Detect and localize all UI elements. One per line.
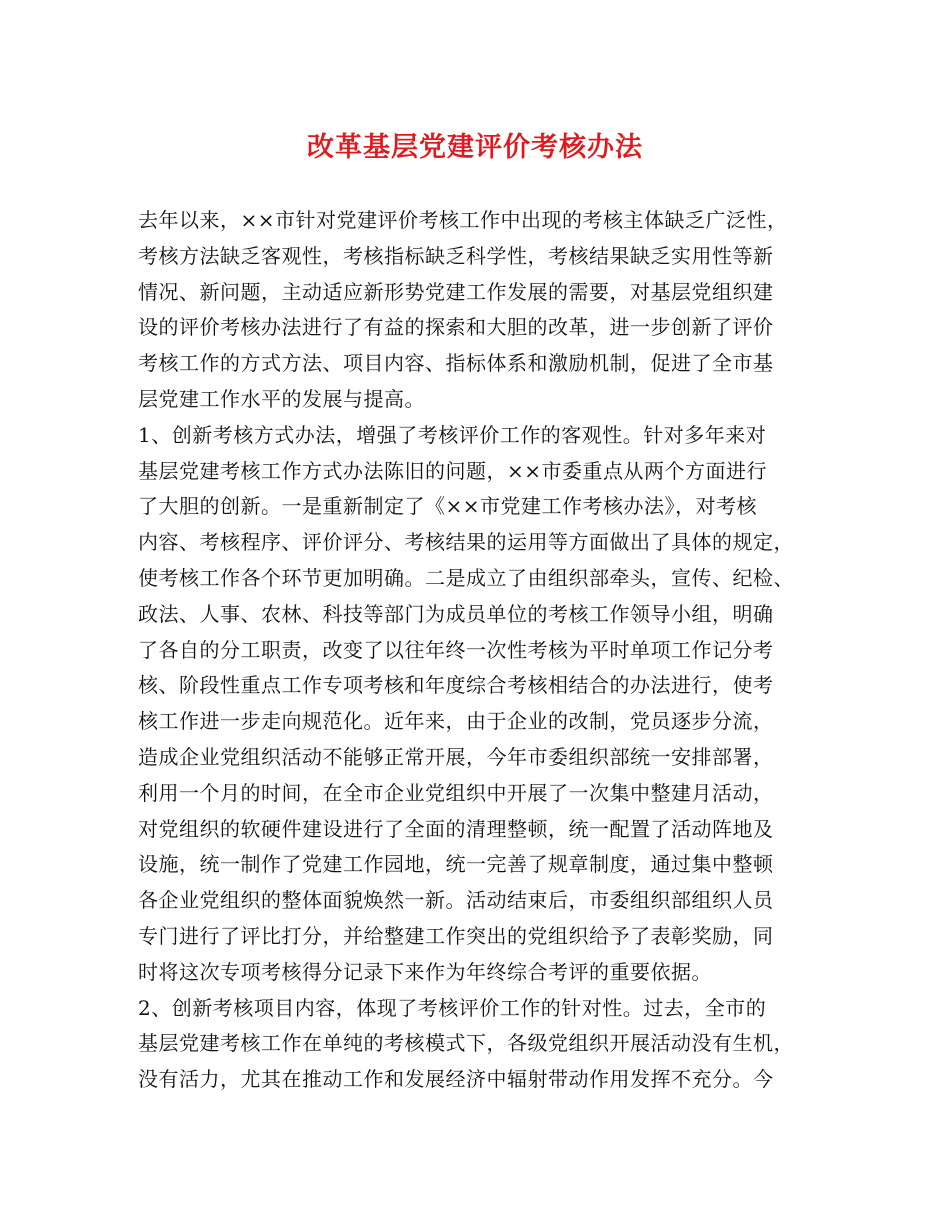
body-line: 了大胆的创新。一是重新制定了《××市党建工作考核办法》，对考核 [138,494,758,519]
body-line: 了各自的分工职责，改变了以往年终一次性考核为平时单项工作记分考 [138,637,774,662]
body-line: 去年以来，××市针对党建评价考核工作中出现的考核主体缺乏广泛性， [138,208,788,232]
body-line: 考核工作的方式方法、项目内容、指标体系和激励机制，促进了全市基 [138,351,774,376]
body-line: 时将这次专项考核得分记录下来作为年终综合考评的重要依据。 [138,959,712,984]
body-line: 1、创新考核方式办法，增强了考核评价工作的客观性。针对多年来对 [138,422,767,447]
body-line: 政法、人事、农林、科技等部门为成员单位的考核工作领导小组，明确 [138,601,774,626]
body-line: 专门进行了评比打分，并给整建工作突出的党组织给予了表彰奖励，同 [138,923,774,948]
body-line: 各企业党组织的整体面貌焕然一新。活动结束后，市委组织部组织人员 [138,888,774,913]
body-line: 2、创新考核项目内容，体现了考核评价工作的针对性。过去，全市的 [138,995,767,1020]
body-line: 基层党建考核工作在单纯的考核模式下，各级党组织开展活动没有生机， [138,1031,794,1056]
body-line: 基层党建考核工作方式办法陈旧的问题，××市委重点从两个方面进行 [138,458,768,483]
body-line: 层党建工作水平的发展与提高。 [138,386,425,411]
document-body [138,203,814,1098]
body-line: 内容、考核程序、评价评分、考核结果的运用等方面做出了具体的规定， [138,530,794,555]
body-line: 设施，统一制作了党建工作园地，统一完善了规章制度，通过集中整顿 [138,852,774,877]
body-line: 情况、新问题，主动适应新形势党建工作发展的需要，对基层党组织建 [138,279,774,304]
document-title: 改革基层党建评价考核办法 [307,132,643,163]
body-line: 核工作进一步走向规范化。近年来，由于企业的改制，党员逐步分流， [138,709,774,734]
body-line: 没有活力，尤其在推动工作和发展经济中辐射带动作用发挥不充分。今 [138,1067,774,1092]
body-line: 对党组织的软硬件建设进行了全面的清理整顿，统一配置了活动阵地及 [138,816,774,841]
body-line: 利用一个月的时间，在全市企业党组织中开展了一次集中整建月活动， [138,780,774,805]
body-line: 设的评价考核办法进行了有益的探索和大胆的改革，进一步创新了评价 [138,315,774,340]
body-line: 核、阶段性重点工作专项考核和年度综合考核相结合的办法进行，使考 [138,673,774,698]
body-line: 造成企业党组织活动不能够正常开展，今年市委组织部统一安排部署， [138,744,774,769]
body-line: 考核方法缺乏客观性，考核指标缺乏科学性，考核结果缺乏实用性等新 [138,243,774,268]
body-line: 使考核工作各个环节更加明确。二是成立了由组织部牵头，宣传、纪检、 [138,565,794,590]
